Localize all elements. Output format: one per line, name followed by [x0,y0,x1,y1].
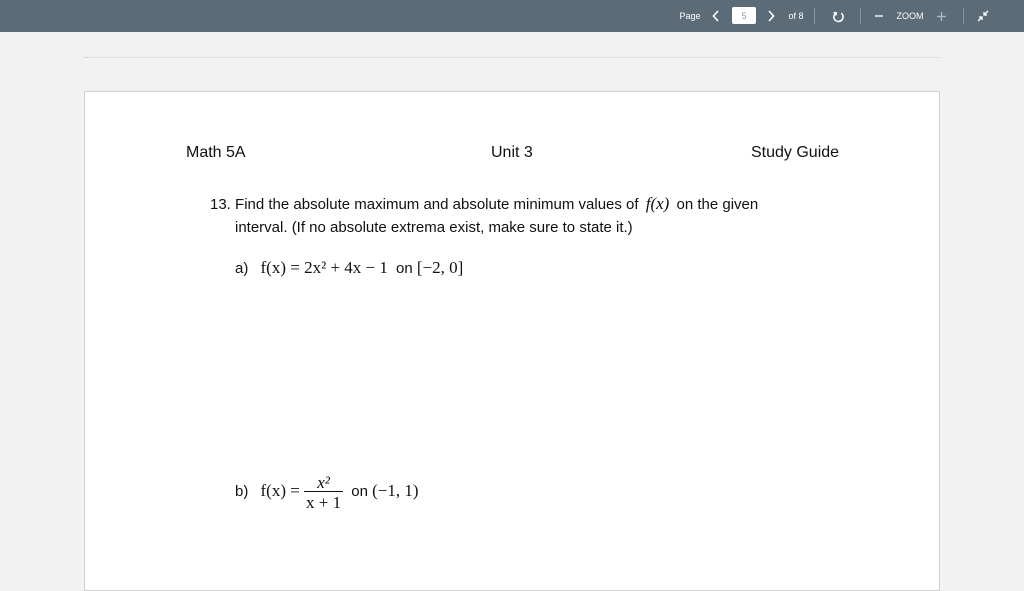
question-text-prefix: Find the absolute maximum and absolute minimum values of [235,196,639,213]
part-b [235,468,419,515]
viewer-toolbar [0,0,1024,32]
question-number: 13. [210,196,231,213]
header-unit: Unit 3 [491,144,533,161]
rotate-icon [832,10,845,23]
part-b-interval: (−1, 1) [372,481,419,500]
part-b-on: on [351,483,368,500]
toolbar-divider [860,8,861,24]
header-title: Study Guide [751,144,840,161]
document-page [84,91,940,591]
toolbar-divider [963,8,964,24]
next-page-button[interactable] [761,0,781,32]
question-text-suffix: on the given [676,196,759,213]
question-13-line2: interval. (If no absolute extrema exist, make sure to state it.) [235,219,633,236]
page-number-input[interactable]: 5 [732,7,756,24]
part-b-fraction [304,474,343,511]
zoom-in-button[interactable] [932,0,950,32]
zoom-label: ZOOM [896,11,924,21]
minus-icon [874,11,884,21]
part-b-numerator: x² [304,474,343,492]
part-a [235,256,463,281]
previous-page-edge [84,57,940,58]
part-a-function: f(x) = 2x² + 4x − 1 [260,258,388,277]
part-a-label: a) [235,260,249,277]
part-b-label: b) [235,483,249,500]
question-13-line1 [210,192,758,217]
chevron-left-icon [712,10,720,22]
header-course: Math 5A [186,144,246,161]
previous-page-button[interactable] [706,0,726,32]
part-a-interval: [−2, 0] [416,258,464,277]
chevron-right-icon [767,10,775,22]
part-a-on: on [396,260,413,277]
page-label: Page [679,11,701,21]
rotate-button[interactable] [827,0,849,32]
plus-icon [936,11,947,22]
question-fx: f(x) [645,194,670,213]
part-b-denominator: x + 1 [306,492,342,512]
exit-fullscreen-button[interactable] [973,0,993,32]
zoom-out-button[interactable] [870,0,888,32]
page-count: of 8 [788,11,804,21]
toolbar-divider [814,8,815,24]
part-b-lhs: f(x) = [260,481,300,500]
collapse-icon [977,10,989,22]
